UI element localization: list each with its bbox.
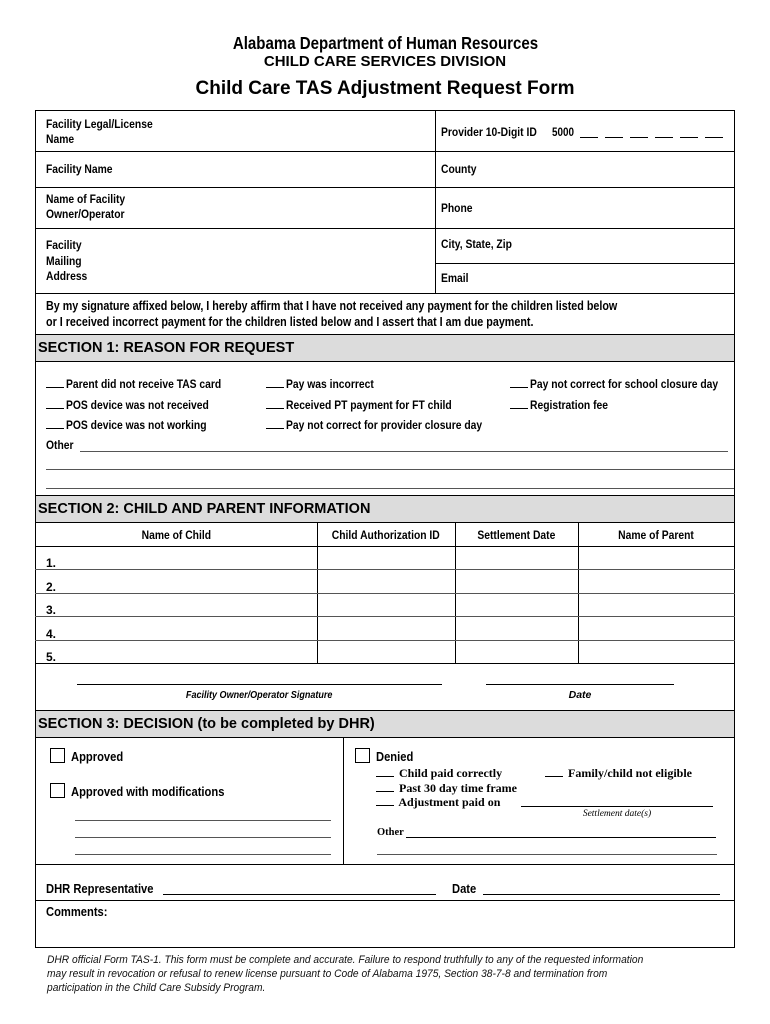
signature-date-label: Date — [568, 689, 592, 701]
signature-date-line[interactable] — [486, 684, 674, 685]
approved-label: Approved — [71, 749, 124, 764]
reason-option[interactable]: Registration fee — [510, 395, 749, 416]
section2-header: SECTION 2: CHILD AND PARENT INFORMATION — [35, 495, 735, 523]
reason-option[interactable]: Pay not correct for school closure day — [510, 374, 749, 395]
table-row[interactable]: 3. — [46, 603, 57, 617]
denial-option[interactable]: Child paid correctly — [376, 766, 517, 781]
decision-other-label: Other — [377, 827, 404, 838]
comments-field[interactable] — [36, 920, 734, 947]
table-row[interactable]: 1. — [46, 556, 57, 570]
table-row[interactable]: 4. — [46, 626, 57, 641]
signature-label: Facility Owner/Operator Signature — [186, 689, 333, 701]
denied-label: Denied — [376, 749, 414, 764]
decision-other-line[interactable] — [406, 837, 716, 838]
decision-divider — [343, 738, 344, 864]
dhr-rep-label: DHR Representative — [46, 881, 154, 896]
reason-col1 — [46, 374, 247, 436]
denied-checkbox[interactable] — [355, 748, 370, 763]
dhr-date-line[interactable] — [483, 894, 720, 895]
form-title: Child Care TAS Adjustment Request Form — [195, 78, 575, 99]
approved-mod-label: Approved with modifications — [71, 784, 225, 799]
reason-other-line[interactable] — [80, 451, 728, 452]
reason-option[interactable]: POS device was not received — [46, 395, 247, 416]
approved-checkbox[interactable] — [50, 748, 65, 763]
denial-reasons — [376, 766, 517, 810]
signature-line[interactable] — [77, 684, 442, 685]
reason-option[interactable]: Pay not correct for provider closure day — [266, 415, 514, 436]
section3-header: SECTION 3: DECISION (to be completed by DHR) — [35, 710, 735, 738]
provider-id-blanks — [580, 137, 725, 138]
reason-option[interactable]: POS device was not working — [46, 415, 247, 436]
dhr-rep-line[interactable] — [163, 894, 436, 895]
col-header-auth-id: Child Authorization ID — [332, 528, 440, 542]
approved-mod-checkbox[interactable] — [50, 783, 65, 798]
facility-name-label: Facility Name — [46, 162, 113, 176]
reason-col3 — [510, 374, 749, 415]
email-label: Email — [441, 271, 469, 285]
table-row[interactable]: 5. — [46, 650, 57, 664]
reason-option[interactable]: Pay was incorrect — [266, 374, 514, 395]
reason-option[interactable]: Received PT payment for FT child — [266, 395, 514, 416]
denial-option[interactable]: Adjustment paid on — [376, 795, 517, 810]
reason-other-label: Other — [46, 438, 74, 452]
facility-legal-name-label: Facility Legal/License Name — [46, 117, 153, 146]
child-rows — [46, 552, 56, 670]
mailing-address-label: Facility Mailing Address — [46, 238, 88, 283]
division-title: CHILD CARE SERVICES DIVISION — [263, 53, 507, 70]
adjustment-date-line[interactable] — [521, 806, 713, 807]
settlement-dates-label: Settlement date(s) — [582, 809, 652, 819]
provider-id-label: Provider 10-Digit ID — [441, 125, 537, 139]
reason-option[interactable]: Parent did not receive TAS card — [46, 374, 247, 395]
denial-option[interactable]: Family/child not eligible — [545, 766, 692, 781]
reason-col2 — [266, 374, 514, 436]
agency-title: Alabama Department of Human Resources — [232, 33, 538, 53]
dhr-date-label: Date — [452, 881, 477, 896]
facility-divider — [435, 110, 436, 293]
owner-label: Name of Facility Owner/Operator — [46, 192, 126, 221]
denial-option[interactable]: Past 30 day time frame — [376, 781, 517, 796]
provider-id-field[interactable]: 5000 — [552, 127, 575, 139]
comments-label: Comments: — [46, 904, 108, 919]
col-header-settlement-date: Settlement Date — [477, 528, 556, 542]
affirmation-text: By my signature affixed below, I hereby affirm that I have not received any payment for the children listed below or I received incorrect payment for the children listed below and I assert that I am due payment. — [46, 299, 618, 329]
city-state-zip-label: City, State, Zip — [441, 237, 512, 251]
section1-header: SECTION 1: REASON FOR REQUEST — [35, 334, 735, 362]
table-row[interactable]: 2. — [46, 579, 57, 594]
county-label: County — [441, 162, 477, 176]
col-header-child-name: Name of Child — [141, 528, 211, 542]
col-header-parent-name: Name of Parent — [618, 528, 695, 542]
phone-label: Phone — [441, 201, 473, 215]
footer-disclaimer: DHR official Form TAS-1. This form must be complete and accurate. Failure to respond truthfully to any of the requested information may result in revocation or refusal to renew license pursuant to Code of Alabama 1975, Section 38-7-8 and termination from participation in the Child Care Subsidy Program. — [47, 954, 644, 994]
